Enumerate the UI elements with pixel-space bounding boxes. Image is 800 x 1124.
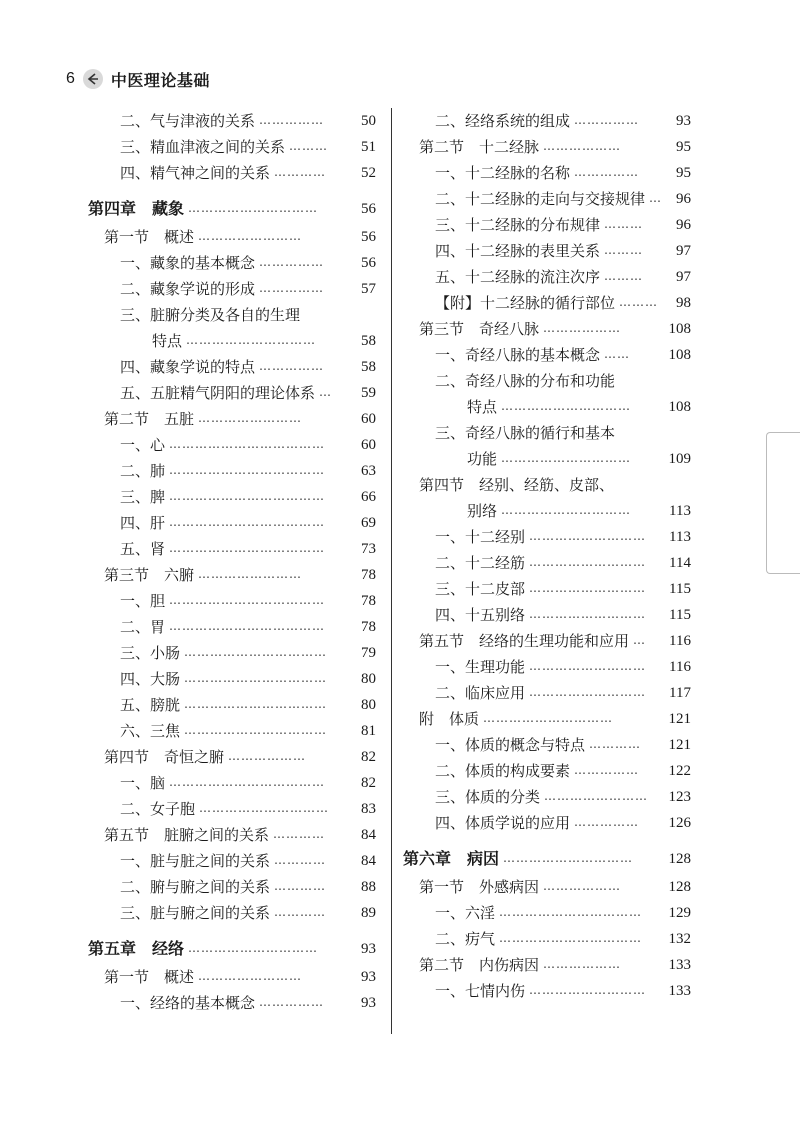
toc-leader-dots: ………………………………: [169, 541, 326, 555]
toc-leader-dots: …: [319, 385, 333, 399]
toc-leader-dots: ………………………: [529, 983, 647, 997]
toc-leader-dots: …………………………: [186, 333, 317, 347]
toc-entry[interactable]: [88, 380, 376, 406]
toc-entry-label: 四、十五别络: [435, 606, 526, 624]
page-number: 6: [66, 70, 75, 87]
toc-page-number: 84: [361, 827, 376, 843]
toc-entry-label: 三、十二经脉的分布规律: [435, 216, 601, 234]
toc-entry[interactable]: [403, 160, 691, 186]
toc-entry[interactable]: [403, 108, 691, 134]
toc-entry[interactable]: [88, 588, 376, 614]
toc-entry[interactable]: [88, 276, 376, 302]
toc-page-number: 78: [361, 567, 376, 583]
toc-leader-dots: ……………………: [198, 567, 303, 581]
toc-page-number: 51: [361, 139, 376, 155]
toc-page-number: 93: [361, 941, 376, 957]
toc-leader-dots: ………………………: [529, 555, 647, 569]
toc-entry-label: 三、十二皮部: [435, 580, 526, 598]
toc-entry-label: 第一节 外感病因: [419, 878, 540, 896]
toc-entry-label: 第一节 概述: [104, 228, 195, 246]
toc-entry-label: 二、疠气: [435, 930, 496, 948]
toc-entry[interactable]: [88, 510, 376, 536]
toc-entry[interactable]: [403, 810, 691, 836]
toc-leader-dots: ……………………: [544, 789, 649, 803]
toc-entry-label: 四、肝: [120, 514, 166, 532]
toc-entry[interactable]: [403, 342, 691, 368]
toc-chapter[interactable]: [88, 194, 376, 224]
toc-page-number: 56: [361, 255, 376, 271]
toc-leader-dots: …………………………: [188, 941, 319, 955]
toc-entry[interactable]: [88, 874, 376, 900]
toc-page-number: 113: [669, 503, 691, 519]
toc-page-number: 80: [361, 671, 376, 687]
toc-column-right: [403, 108, 691, 1004]
toc-page-number: 79: [361, 645, 376, 661]
toc-entry[interactable]: [88, 160, 376, 186]
toc-entry-label: 二、腑与腑之间的关系: [120, 878, 271, 896]
toc-entry-label: 第四节 经别、经筋、皮部、: [419, 476, 615, 494]
toc-entry-label: 二、十二经筋: [435, 554, 526, 572]
toc-entry-label: 四、体质学说的应用: [435, 814, 571, 832]
toc-entry-label: 附 体质: [419, 710, 480, 728]
toc-entry[interactable]: [403, 368, 691, 394]
toc-page-number: 50: [361, 113, 376, 129]
toc-page-number: 126: [668, 815, 691, 831]
toc-entry[interactable]: [88, 250, 376, 276]
toc-page-number: 78: [361, 619, 376, 635]
toc-leader-dots: …………………………: [501, 503, 632, 517]
toc-entry-label: 一、十二经别: [435, 528, 526, 546]
toc-entry-label: 一、十二经脉的名称: [435, 164, 571, 182]
toc-leader-dots: …: [633, 633, 647, 647]
toc-entry[interactable]: [403, 290, 691, 316]
toc-page-number: 108: [668, 347, 691, 363]
toc-page-number: 52: [361, 165, 376, 181]
toc-entry-label: 一、生理功能: [435, 658, 526, 676]
toc-leader-dots: ……: [604, 347, 631, 361]
toc-page-number: 69: [361, 515, 376, 531]
toc-page-number: 57: [361, 281, 376, 297]
toc-section[interactable]: [88, 822, 376, 848]
toc-entry-label: 四、精气神之间的关系: [120, 164, 271, 182]
toc-leader-dots: …………………………: [503, 851, 634, 865]
toc-entry[interactable]: [403, 550, 691, 576]
toc-entry-label: 第五章 经络: [88, 939, 185, 958]
toc-leader-dots: ……………: [259, 281, 325, 295]
toc-entry-label: 二、奇经八脉的分布和功能: [435, 372, 616, 390]
toc-entry-label: 二、胃: [120, 618, 166, 636]
toc-leader-dots: ………………………………: [169, 515, 326, 529]
toc-entry[interactable]: [403, 680, 691, 706]
toc-leader-dots: ………………………………: [169, 463, 326, 477]
toc-leader-dots: ………………: [228, 749, 307, 763]
toc-page-number: 93: [676, 113, 691, 129]
toc-leader-dots: ………………: [543, 321, 622, 335]
toc-entry[interactable]: [403, 978, 691, 1004]
toc-page-number: 73: [361, 541, 376, 557]
toc-leader-dots: …………: [274, 165, 327, 179]
toc-entry[interactable]: [88, 536, 376, 562]
toc-page-number: 133: [668, 983, 691, 999]
toc-page-number: 132: [668, 931, 691, 947]
toc-entry-label: 四、藏象学说的特点: [120, 358, 256, 376]
toc-leader-dots: ……………: [574, 815, 640, 829]
toc-leader-dots: …: [649, 191, 663, 205]
toc-entry[interactable]: [403, 654, 691, 680]
toc-page-number: 129: [668, 905, 691, 921]
toc-page-number: 60: [361, 437, 376, 453]
toc-leader-dots: …………: [589, 737, 642, 751]
toc-entry-label: 一、经络的基本概念: [120, 994, 256, 1012]
toc-page-number: 66: [361, 489, 376, 505]
toc-entry-label: 特点: [467, 398, 498, 416]
toc-page-number: 117: [669, 685, 691, 701]
toc-entry-label: 三、脏腑分类及各自的生理: [120, 306, 301, 324]
toc-page-number: 116: [669, 633, 691, 649]
toc-page-number: 108: [668, 321, 691, 337]
toc-page-number: 82: [361, 775, 376, 791]
toc-entry-label: 二、藏象学说的形成: [120, 280, 256, 298]
toc-entry-label: 一、心: [120, 436, 166, 454]
toc-page-number: 133: [668, 957, 691, 973]
toc-page-number: 121: [668, 737, 691, 753]
toc-leader-dots: ……………: [259, 359, 325, 373]
toc-entry[interactable]: [88, 614, 376, 640]
toc-column-left: [88, 108, 376, 1016]
toc-entry[interactable]: [403, 900, 691, 926]
toc-section[interactable]: [88, 964, 376, 990]
toc-page-number: 60: [361, 411, 376, 427]
toc-page-number: 83: [361, 801, 376, 817]
toc-page-number: 123: [668, 789, 691, 805]
toc-entry[interactable]: [88, 990, 376, 1016]
toc-entry-label: 一、体质的概念与特点: [435, 736, 586, 754]
toc-entry-label: 【附】十二经脉的循行部位: [435, 294, 616, 312]
toc-entry[interactable]: [403, 732, 691, 758]
toc-entry[interactable]: [403, 784, 691, 810]
toc-page-number: 80: [361, 697, 376, 713]
toc-entry[interactable]: [403, 394, 691, 420]
toc-entry[interactable]: [88, 666, 376, 692]
toc-leader-dots: ……………………: [198, 969, 303, 983]
toc-entry-label: 六、三焦: [120, 722, 181, 740]
toc-entry[interactable]: [88, 302, 376, 328]
toc-entry-label: 功能: [467, 450, 498, 468]
toc-entry[interactable]: [88, 692, 376, 718]
toc-leader-dots: …………………………: [483, 711, 614, 725]
toc-leader-dots: ……………: [259, 995, 325, 1009]
toc-leader-dots: ………………………………: [169, 775, 326, 789]
toc-page-number: 56: [361, 201, 376, 217]
toc-entry-label: 五、五脏精气阴阳的理论体系: [120, 384, 316, 402]
toc-page-number: 95: [676, 165, 691, 181]
toc-chapter[interactable]: [88, 934, 376, 964]
toc-entry-label: 五、膀胱: [120, 696, 181, 714]
toc-page-number: 81: [361, 723, 376, 739]
toc-leader-dots: ………………………: [529, 659, 647, 673]
toc-entry[interactable]: [88, 458, 376, 484]
toc-leader-dots: …………………………: [188, 201, 319, 215]
toc-entry-label: 第六章 病因: [403, 849, 500, 868]
toc-page-number: 96: [676, 217, 691, 233]
toc-entry-label: 一、胆: [120, 592, 166, 610]
toc-section[interactable]: [88, 744, 376, 770]
toc-entry-label: 二、体质的构成要素: [435, 762, 571, 780]
toc-entry[interactable]: [88, 354, 376, 380]
toc-page-number: 108: [668, 399, 691, 415]
toc-leader-dots: ……………: [574, 763, 640, 777]
toc-page-number: 128: [668, 851, 691, 867]
toc-section[interactable]: [403, 874, 691, 900]
toc-entry[interactable]: [88, 900, 376, 926]
toc-entry-label: 第四节 奇恒之腑: [104, 748, 225, 766]
toc-leader-dots: …………: [274, 879, 327, 893]
toc-entry-label: 二、肺: [120, 462, 166, 480]
toc-page-number: 121: [668, 711, 691, 727]
toc-entry-label: 第三节 奇经八脉: [419, 320, 540, 338]
toc-page-number: 97: [676, 243, 691, 259]
toc-entry[interactable]: [403, 212, 691, 238]
toc-entry[interactable]: [403, 524, 691, 550]
toc-entry-label: 二、十二经脉的走向与交接规律: [435, 190, 646, 208]
toc-entry-label: 三、脏与腑之间的关系: [120, 904, 271, 922]
toc-entry-label: 别络: [467, 502, 498, 520]
toc-entry[interactable]: [88, 432, 376, 458]
toc-entry-label: 第四章 藏象: [88, 199, 185, 218]
toc-entry[interactable]: [88, 848, 376, 874]
toc-entry-label: 一、六淫: [435, 904, 496, 922]
toc-entry-label: 第二节 内伤病因: [419, 956, 540, 974]
toc-entry-label: 五、十二经脉的流注次序: [435, 268, 601, 286]
toc-section[interactable]: [403, 316, 691, 342]
toc-page-number: 93: [361, 995, 376, 1011]
toc-page-number: 84: [361, 853, 376, 869]
toc-section[interactable]: [403, 628, 691, 654]
toc-leader-dots: ……………………: [198, 229, 303, 243]
toc-leader-dots: …………: [274, 853, 327, 867]
toc-entry-label: 二、气与津液的关系: [120, 112, 256, 130]
toc-entry-label: 四、十二经脉的表里关系: [435, 242, 601, 260]
toc-page-number: 114: [669, 555, 691, 571]
toc-page-number: 63: [361, 463, 376, 479]
toc-leader-dots: …………………………: [501, 451, 632, 465]
toc-leader-dots: ……………: [574, 113, 640, 127]
toc-entry[interactable]: [403, 420, 691, 446]
toc-entry-label: 二、临床应用: [435, 684, 526, 702]
toc-entry-label: 三、小肠: [120, 644, 181, 662]
toc-entry-label: 二、经络系统的组成: [435, 112, 571, 130]
toc-page-number: 98: [676, 295, 691, 311]
toc-leader-dots: ……………………………: [184, 697, 328, 711]
toc-leader-dots: ………………: [543, 879, 622, 893]
toc-page-number: 58: [361, 359, 376, 375]
toc-entry-label: 一、奇经八脉的基本概念: [435, 346, 601, 364]
toc-entry-label: 一、七情内伤: [435, 982, 526, 1000]
page-header: [66, 66, 210, 92]
toc-leader-dots: ……………: [574, 165, 640, 179]
back-arrow-icon[interactable]: [83, 69, 103, 89]
toc-entry-label: 第二节 十二经脉: [419, 138, 540, 156]
toc-leader-dots: ………: [604, 269, 644, 283]
toc-entry[interactable]: [403, 498, 691, 524]
toc-leader-dots: ……………………………: [184, 645, 328, 659]
toc-page-number: 115: [669, 607, 691, 623]
toc-entry-label: 第三节 六腑: [104, 566, 195, 584]
toc-leader-dots: ………………………………: [169, 593, 326, 607]
toc-leader-dots: …………………………: [501, 399, 632, 413]
toc-chapter[interactable]: [403, 844, 691, 874]
toc-entry-label: 一、藏象的基本概念: [120, 254, 256, 272]
toc-page-number: 97: [676, 269, 691, 285]
toc-page-number: 109: [668, 451, 691, 467]
toc-page-number: 93: [361, 969, 376, 985]
toc-section[interactable]: [403, 706, 691, 732]
toc-leader-dots: …………: [274, 905, 327, 919]
toc-leader-dots: ……………: [259, 255, 325, 269]
toc-entry[interactable]: [403, 264, 691, 290]
toc-page-number: 113: [669, 529, 691, 545]
toc-section[interactable]: [88, 224, 376, 250]
toc-entry-label: 四、大肠: [120, 670, 181, 688]
toc-entry[interactable]: [88, 640, 376, 666]
toc-entry[interactable]: [403, 186, 691, 212]
toc-entry-label: 第五节 脏腑之间的关系: [104, 826, 270, 844]
toc-page-number: 59: [361, 385, 376, 401]
toc-entry-label: 三、体质的分类: [435, 788, 541, 806]
toc-page-number: 89: [361, 905, 376, 921]
toc-leader-dots: …………………………: [199, 801, 330, 815]
toc-leader-dots: ……………………………: [184, 723, 328, 737]
toc-leader-dots: ……………………: [198, 411, 303, 425]
toc-leader-dots: ………: [604, 217, 644, 231]
page-side-tab: [766, 432, 800, 574]
toc-entry[interactable]: [88, 134, 376, 160]
toc-leader-dots: ………………………………: [169, 619, 326, 633]
toc-page-number: 115: [669, 581, 691, 597]
toc-leader-dots: ………………: [543, 957, 622, 971]
toc-entry[interactable]: [88, 718, 376, 744]
toc-page-number: 128: [668, 879, 691, 895]
toc-page-number: 122: [668, 763, 691, 779]
toc-page-number: 96: [676, 191, 691, 207]
book-title: 中医理论基础: [110, 70, 210, 90]
toc-entry[interactable]: [403, 602, 691, 628]
toc-page-number: 56: [361, 229, 376, 245]
toc-leader-dots: ……………………………: [499, 931, 643, 945]
toc-page-number: 58: [361, 333, 376, 349]
toc-leader-dots: ………: [619, 295, 659, 309]
toc-entry-label: 第五节 经络的生理功能和应用: [419, 632, 630, 650]
toc-entry[interactable]: [403, 576, 691, 602]
toc-page-number: 116: [669, 659, 691, 675]
toc-leader-dots: ………………………: [529, 581, 647, 595]
toc-leader-dots: …………: [273, 827, 326, 841]
toc-entry[interactable]: [403, 758, 691, 784]
toc-entry[interactable]: [88, 770, 376, 796]
toc-leader-dots: ……………………………: [184, 671, 328, 685]
toc-entry[interactable]: [88, 484, 376, 510]
toc-entry-label: 三、精血津液之间的关系: [120, 138, 286, 156]
toc-page-number: 82: [361, 749, 376, 765]
toc-entry-label: 特点: [152, 332, 183, 350]
column-divider: [391, 108, 392, 1034]
toc-entry[interactable]: [88, 108, 376, 134]
arrow-left-icon: [86, 72, 100, 86]
toc-leader-dots: ………………………………: [169, 489, 326, 503]
toc-section[interactable]: [88, 562, 376, 588]
toc-section[interactable]: [403, 134, 691, 160]
toc-leader-dots: ………: [289, 139, 329, 153]
toc-page-number: 88: [361, 879, 376, 895]
toc-leader-dots: ………………………: [529, 607, 647, 621]
toc-leader-dots: ………………………………: [169, 437, 326, 451]
toc-entry-label: 第一节 概述: [104, 968, 195, 986]
toc-leader-dots: ………: [604, 243, 644, 257]
toc-entry[interactable]: [403, 926, 691, 952]
toc-section[interactable]: [403, 952, 691, 978]
toc-page-number: 78: [361, 593, 376, 609]
toc-entry-label: 一、脏与脏之间的关系: [120, 852, 271, 870]
toc-section[interactable]: [88, 406, 376, 432]
toc-entry-label: 三、奇经八脉的循行和基本: [435, 424, 616, 442]
toc-leader-dots: ………………………: [529, 685, 647, 699]
toc-section[interactable]: [403, 472, 691, 498]
toc-entry-label: 第二节 五脏: [104, 410, 195, 428]
toc-entry[interactable]: [403, 238, 691, 264]
toc-entry[interactable]: [88, 796, 376, 822]
toc-leader-dots: ………………………: [529, 529, 647, 543]
toc-leader-dots: ……………: [259, 113, 325, 127]
toc-entry-label: 二、女子胞: [120, 800, 196, 818]
toc-leader-dots: ……………………………: [499, 905, 643, 919]
toc-entry[interactable]: [403, 446, 691, 472]
toc-entry[interactable]: [88, 328, 376, 354]
toc-entry-label: 一、脑: [120, 774, 166, 792]
toc-page-number: 95: [676, 139, 691, 155]
toc-entry-label: 五、肾: [120, 540, 166, 558]
toc-entry-label: 三、脾: [120, 488, 166, 506]
toc-leader-dots: ………………: [543, 139, 622, 153]
